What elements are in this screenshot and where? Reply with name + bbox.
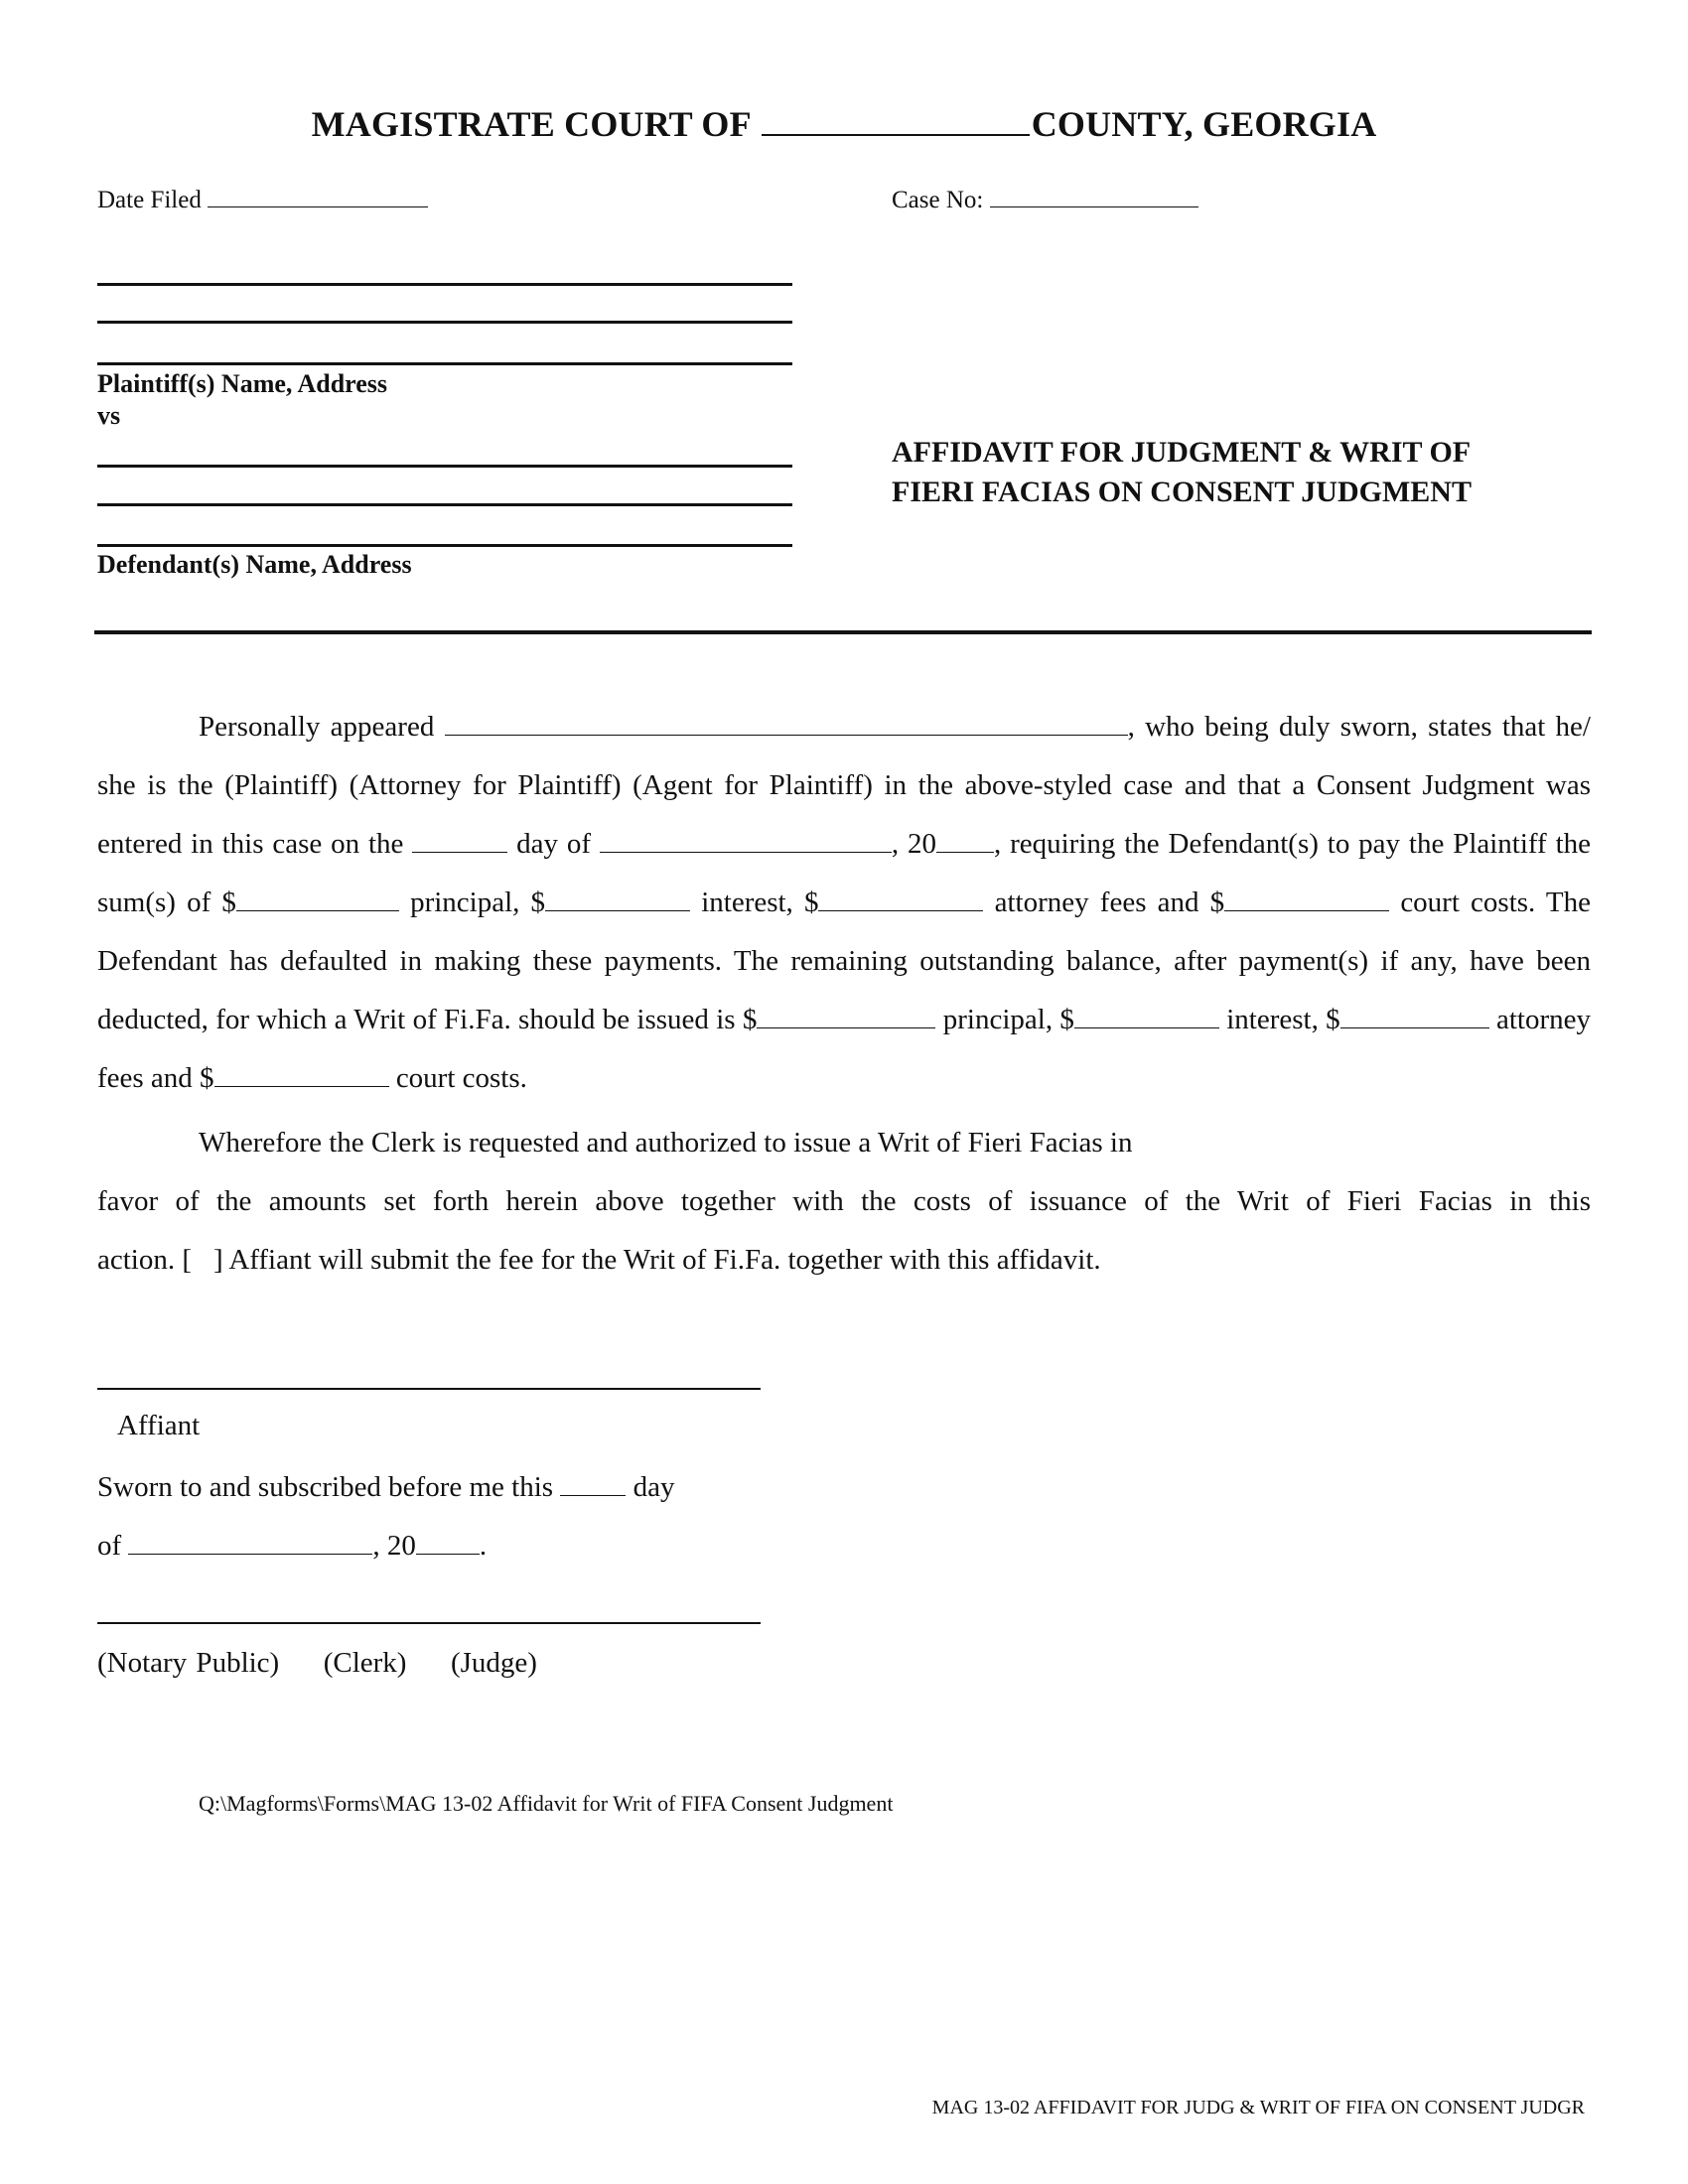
remaining-interest-blank[interactable] bbox=[1074, 1002, 1219, 1028]
text-attorney-fees: attorney fees and $ bbox=[994, 887, 1225, 918]
sworn-day-blank[interactable] bbox=[560, 1469, 626, 1496]
sworn-date-row bbox=[97, 1528, 487, 1563]
remaining-court-costs-blank[interactable] bbox=[214, 1060, 389, 1087]
date-filed-label: Date Filed bbox=[97, 187, 202, 213]
document-title-line-1: AFFIDAVIT FOR JUDGMENT & WRIT OF bbox=[892, 436, 1472, 469]
interest-blank[interactable] bbox=[545, 885, 690, 911]
text-defaulted: court costs. The Defendant has defaulted in making these payments. The remaining outstanding balance, after payment(s) if any, have been deducted, for which a Writ of Fi.Fa. should be issued is $ bbox=[97, 887, 1592, 1035]
sworn-day-label: day bbox=[633, 1471, 675, 1503]
affidavit-paragraph-2 bbox=[97, 1114, 1591, 1290]
sworn-year-prefix: , 20 bbox=[372, 1530, 416, 1562]
document-title-line-2: FIERI FACIAS ON CONSENT JUDGMENT bbox=[892, 476, 1472, 508]
sworn-period: . bbox=[479, 1530, 488, 1562]
text-personally-appeared: Personally appeared bbox=[199, 711, 435, 743]
court-heading bbox=[0, 103, 1688, 145]
text-interest: interest, $ bbox=[701, 887, 819, 918]
plaintiff-line-1[interactable] bbox=[97, 283, 792, 286]
plaintiff-label: Plaintiff(s) Name, Address bbox=[97, 369, 388, 398]
court-costs-blank[interactable] bbox=[1224, 885, 1389, 911]
text-action: action. [ bbox=[97, 1244, 193, 1276]
sworn-of-label: of bbox=[97, 1530, 122, 1562]
notary-label: (Notary Public) bbox=[97, 1647, 280, 1679]
plaintiff-line-2[interactable] bbox=[97, 321, 792, 324]
defendant-line-2[interactable] bbox=[97, 503, 792, 506]
defendant-line-1[interactable] bbox=[97, 465, 792, 468]
remaining-attorney-fees-blank[interactable] bbox=[1340, 1002, 1489, 1028]
county-blank[interactable] bbox=[762, 104, 1030, 136]
sworn-month-blank[interactable] bbox=[128, 1528, 372, 1555]
affiant-signature-line[interactable] bbox=[97, 1388, 761, 1390]
text-remaining-principal: principal, $ bbox=[942, 1004, 1074, 1035]
case-no-blank[interactable] bbox=[990, 185, 1198, 207]
affiant-label: Affiant bbox=[117, 1410, 201, 1441]
judge-label: (Judge) bbox=[450, 1647, 537, 1679]
document-title bbox=[892, 433, 1472, 512]
plaintiff-line-3[interactable] bbox=[97, 362, 792, 365]
court-heading-prefix: MAGISTRATE COURT OF bbox=[311, 104, 751, 144]
principal-blank[interactable] bbox=[236, 885, 399, 911]
text-sworn-statement: , who being duly sworn, states that he/ she is the (Plaintiff) (Attorney for Plaintiff) (Agent for Plaintiff) in the above-styled case and that a Consent Judgment was entered in this case on the bbox=[97, 711, 1591, 860]
official-titles bbox=[97, 1647, 537, 1680]
text-wherefore: Wherefore the Clerk is requested and authorized to issue a Writ of Fieri Facias in bbox=[199, 1127, 1133, 1159]
official-signature-line[interactable] bbox=[97, 1622, 761, 1624]
affiant-name-blank[interactable] bbox=[445, 709, 1128, 736]
text-remaining-interest: interest, $ bbox=[1226, 1004, 1340, 1035]
case-no-label: Case No: bbox=[892, 187, 984, 213]
remaining-principal-blank[interactable] bbox=[757, 1002, 935, 1028]
sworn-text: Sworn to and subscribed before me this bbox=[97, 1471, 554, 1503]
text-remaining-court-costs: court costs. bbox=[395, 1062, 527, 1094]
judgment-day-blank[interactable] bbox=[412, 826, 507, 853]
judgment-year-blank[interactable] bbox=[936, 826, 994, 853]
text-year-prefix: , 20 bbox=[891, 828, 936, 860]
defendant-label: Defendant(s) Name, Address bbox=[97, 550, 412, 579]
text-favor-of-amounts: favor of the amounts set forth herein above together with the costs of issuance of the Writ of Fieri Facias in this bbox=[97, 1185, 1591, 1217]
clerk-label: (Clerk) bbox=[323, 1647, 407, 1679]
date-filed-blank[interactable] bbox=[208, 185, 428, 207]
text-principal: principal, $ bbox=[410, 887, 546, 918]
judgment-month-blank[interactable] bbox=[600, 826, 892, 853]
header-divider bbox=[94, 630, 1592, 634]
case-no-row bbox=[892, 185, 1198, 214]
sworn-row bbox=[97, 1469, 674, 1504]
form-code: MAG 13-02 AFFIDAVIT FOR JUDG & WRIT OF FIFA ON CONSENT JUDGR bbox=[931, 2097, 1585, 2118]
defendant-line-3[interactable] bbox=[97, 544, 792, 547]
court-heading-suffix: COUNTY, GEORGIA bbox=[1031, 104, 1377, 144]
text-requiring: , requiring the Defendant(s) to pay the Plaintiff the sum(s) of $ bbox=[97, 828, 1592, 918]
affidavit-paragraph-1 bbox=[97, 698, 1591, 1108]
file-path: Q:\Magforms\Forms\MAG 13-02 Affidavit for Writ of FIFA Consent Judgment bbox=[199, 1791, 894, 1816]
text-affiant-fee: ] Affiant will submit the fee for the Writ of Fi.Fa. together with this affidavit. bbox=[213, 1244, 1101, 1276]
text-remaining-attorney-fees: attorney fees and $ bbox=[97, 1004, 1592, 1094]
attorney-fees-blank[interactable] bbox=[818, 885, 983, 911]
vs-label: vs bbox=[97, 401, 121, 430]
date-filed-row bbox=[97, 185, 428, 214]
text-day-of: day of bbox=[516, 828, 592, 860]
sworn-year-blank[interactable] bbox=[416, 1528, 480, 1555]
